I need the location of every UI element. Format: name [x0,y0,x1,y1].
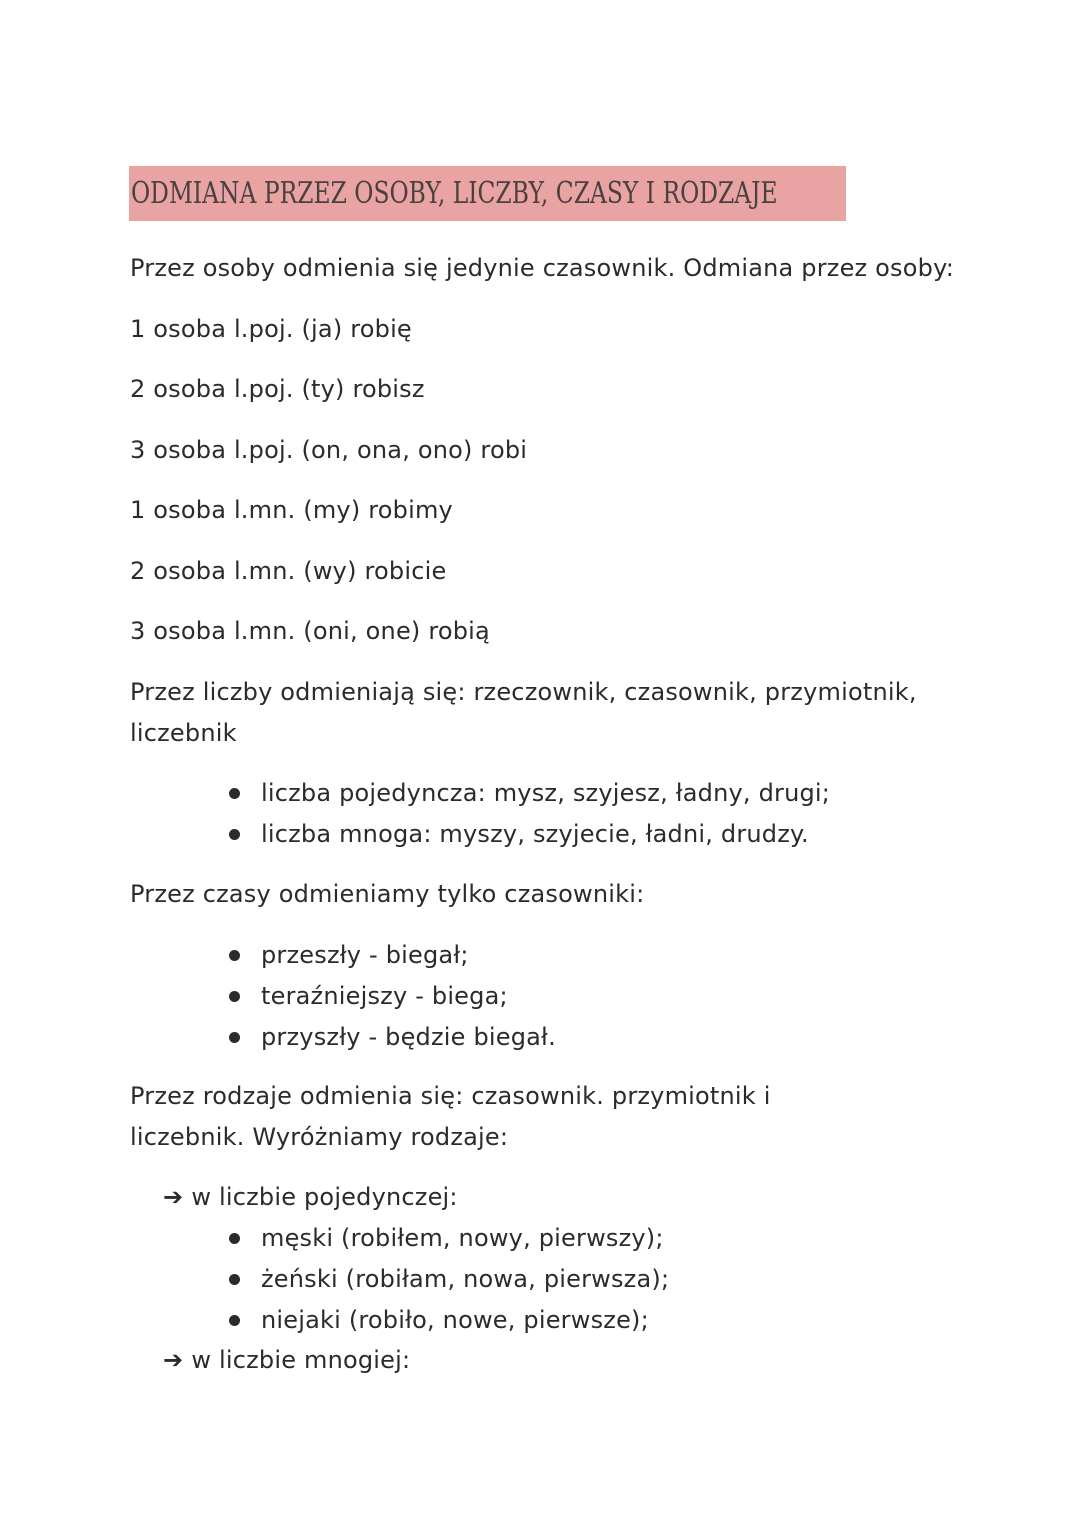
intro-tenses: Przez czasy odmieniamy tylko czasowniki: [130,880,645,908]
singular-genders-list [228,1218,669,1341]
bullet-icon [229,950,240,961]
bullet-icon [229,1315,240,1326]
bullet-icon [229,1233,240,1244]
arrow-right-icon: ➔ [163,1346,184,1374]
bullet-icon [229,829,240,840]
tenses-list [228,935,556,1058]
list-item: męski (robiłem, nowy, pierwszy); [228,1218,669,1259]
plural-heading: ➔ w liczbie mnogiej: [163,1340,410,1381]
list-item: przeszły - biegał; [228,935,556,976]
title-highlight [129,166,846,221]
bullet-icon [229,788,240,799]
intro-persons: Przez osoby odmienia się jedynie czasownik. Odmiana przez osoby: [130,254,955,282]
intro-numbers: Przez liczby odmieniają się: rzeczownik, czasownik, przymiotnik, liczebnik [130,678,917,747]
person-line-2: 2 osoba l.poj. (ty) robisz [130,375,425,403]
singular-heading: ➔ w liczbie pojedynczej: [163,1177,458,1218]
list-item: żeński (robiłam, nowa, pierwsza); [228,1259,669,1300]
list-item: niejaki (robiło, nowe, pierwsze); [228,1300,669,1341]
list-item: liczba pojedyncza: mysz, szyjesz, ładny, drugi; [228,773,830,814]
arrow-right-icon: ➔ [163,1183,184,1211]
list-item: teraźniejszy - biega; [228,976,556,1017]
bullet-icon [229,991,240,1002]
person-line-4: 1 osoba l.mn. (my) robimy [130,496,453,524]
intro-genders: Przez rodzaje odmienia się: czasownik. przymiotnik i liczebnik. Wyróżniamy rodzaje: [130,1082,771,1151]
list-item: przyszły - będzie biegał. [228,1017,556,1058]
person-line-3: 3 osoba l.poj. (on, ona, ono) robi [130,436,528,464]
page-title: ODMIANA PRZEZ OSOBY, LICZBY, CZASY I RODZAJE [131,176,778,211]
person-line-6: 3 osoba l.mn. (oni, one) robią [130,617,490,645]
person-line-5: 2 osoba l.mn. (wy) robicie [130,557,447,585]
person-line-1: 1 osoba l.poj. (ja) robię [130,315,412,343]
bullet-icon [229,1274,240,1285]
numbers-list [228,773,830,855]
bullet-icon [229,1032,240,1043]
list-item: liczba mnoga: myszy, szyjecie, ładni, drudzy. [228,814,830,855]
